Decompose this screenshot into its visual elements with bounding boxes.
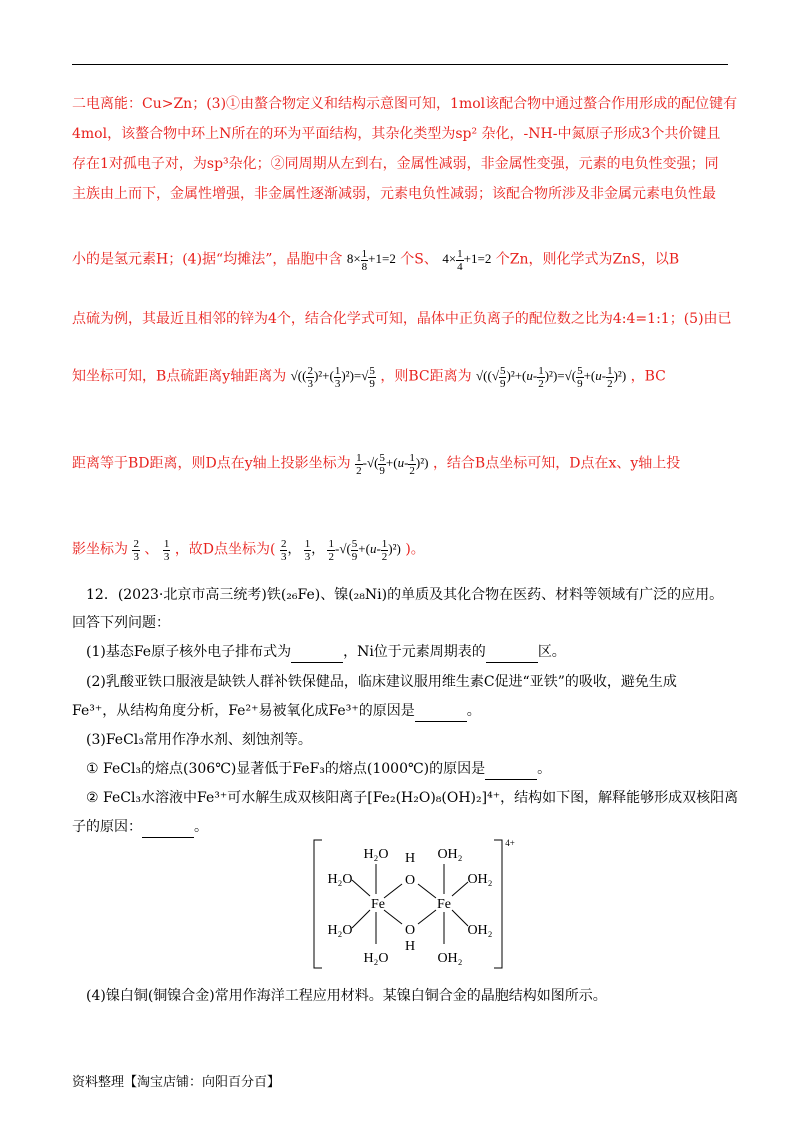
h-bottom: H	[404, 939, 416, 954]
header-rule	[72, 64, 728, 65]
h2o-left-upper: H₂O	[327, 872, 353, 887]
formula-d-coords: $\frac{2}{3}$ ， $\frac{1}{3}$ ， $\frac{1}{2}$ -√( $\frac{5}{9}$ +(u- $\frac{1}{2}$ )²)	[280, 538, 401, 563]
answer-line-5c: 个Zn，则化学式为ZnS，以B	[495, 251, 680, 268]
answer-line-9	[72, 538, 425, 563]
answer-line-6: 点硫为例，其最近且相邻的锌为4个，结合化学式可知，晶体中正负离子的配位数之比为4:4=1:1；(5)由已	[72, 311, 732, 327]
part-1-text-a: (1)基态Fe原子核外电子排布式为	[86, 644, 292, 660]
fe-right: Fe	[437, 897, 451, 912]
answer-blank[interactable]	[485, 765, 537, 780]
page-footer: 资料整理【淘宝店铺：向阳百分百】	[72, 1075, 281, 1090]
answer-line-5b: 个S、	[400, 251, 438, 268]
answer-line-7a: 知坐标可知，B点硫距离y轴距离为	[72, 368, 287, 385]
question-part-3-1	[86, 758, 551, 780]
h2o-left-lower: H₂O	[327, 923, 353, 938]
part-3-2-text: 子的原因：	[72, 819, 142, 835]
formula-b-distance: √(( $\frac{2}{3}$ )²+( $\frac{1}{3}$ )²)=√ $\frac{5}{9}$	[290, 365, 375, 390]
answer-blank[interactable]	[486, 648, 538, 663]
o-bottom: O	[404, 923, 416, 938]
answer-line-9b: 、	[144, 541, 159, 558]
h2o-bottom-left: H₂O	[363, 951, 389, 966]
answer-blank[interactable]	[415, 707, 467, 722]
question-part-3-2-line-2	[72, 816, 208, 838]
answer-line-4: 主族由上而下，金属性增强，非金属性逐渐减弱，元素电负性减弱；该配合物所涉及非金属元素电负性最	[72, 186, 716, 202]
formula-bc-distance: √((√ $\frac{5}{9}$ )²+(u- $\frac{1}{2}$ )²)=√( $\frac{5}{9}$ +(u- $\frac{1}{2}$ )²)	[476, 365, 627, 390]
h-top: H	[404, 851, 416, 866]
oh2-top-right: OH₂	[437, 847, 463, 862]
left-bracket	[314, 840, 322, 968]
oh2-right-lower: OH₂	[467, 923, 493, 938]
question-part-4: (4)镍白铜(铜镍合金)常用作海洋工程应用材料。某镍白铜合金的晶胞结构如图所示。	[86, 988, 607, 1004]
formula-zn-count: 4× $\frac{1}{4}$ +1=2	[442, 248, 492, 273]
h2o-top-left: H₂O	[363, 847, 389, 862]
charge-label: 4+	[505, 838, 515, 848]
part-3-1-text: ① FeCl₃的熔点(306℃)显著低于FeF₃的熔点(1000℃)的原因是	[86, 761, 486, 777]
part-1-text-b: ，Ni位于元素周期表的	[343, 644, 486, 660]
question-12-title: 12．(2023·北京市高三统考)铁(₂₆Fe)、镍(₂₈Ni)的单质及其化合物在医药、材料等领域有广泛的应用。	[86, 587, 724, 603]
oh2-bottom-right: OH₂	[437, 951, 463, 966]
fe-left: Fe	[371, 897, 385, 912]
answer-line-8b: ，结合B点坐标可知，D点在x、y轴上投	[432, 455, 681, 472]
o-top: O	[404, 873, 416, 888]
question-part-2-line-1: (2)乳酸亚铁口服液是缺铁人群补铁保健品，临床建议服用维生素C促进“亚铁”的吸收，避免生成	[86, 674, 677, 690]
part-2-text-c: 。	[466, 703, 481, 719]
part-3-2-end: 。	[194, 819, 208, 835]
answer-line-9d: )。	[405, 541, 425, 558]
answer-line-7	[72, 365, 666, 390]
answer-line-8	[72, 452, 680, 477]
answer-line-5	[72, 248, 679, 273]
part-1-text-c: 区。	[537, 644, 566, 660]
frac-two-thirds: $\frac{2}{3}$	[133, 538, 139, 563]
part-3-1-end: 。	[537, 761, 552, 777]
answer-line-1: 二电离能：Cu>Zn；(3)①由螯合物定义和结构示意图可知，1mol该配合物中通过螯合作用形成的配位键有	[72, 96, 738, 112]
oh2-right-upper: OH₂	[467, 872, 493, 887]
answer-line-7c: ，BC	[630, 368, 666, 385]
question-part-1	[86, 641, 566, 663]
answer-line-3: 存在1对孤电子对，为sp³杂化；②同周期从左到右，金属性减弱，非金属性变强，元素的电负性变强；同	[72, 156, 719, 172]
answer-blank[interactable]	[291, 648, 343, 663]
formula-d-y: $\frac{1}{2}$ -√( $\frac{5}{9}$ +(u- $\frac{1}{2}$ )²)	[356, 452, 429, 477]
answer-line-2: 4mol，该螯合物中环上N所在的环为平面结构，其杂化类型为sp² 杂化，-NH-中氮原子形成3个共价键且	[72, 126, 721, 142]
question-part-3: (3)FeCl₃常用作净水剂、刻蚀剂等。	[86, 732, 312, 748]
answer-line-9c: ，故D点坐标为(	[174, 541, 276, 558]
answer-line-9a: 影坐标为	[72, 541, 128, 558]
part-2-text-b: Fe³⁺，从结构角度分析，Fe²⁺易被氧化成Fe³⁺的原因是	[72, 703, 415, 719]
question-part-2-line-2	[72, 700, 481, 722]
dinuclear-cation-diagram	[300, 838, 530, 973]
formula-s-count: 8× $\frac{1}{8}$ +1=2	[346, 248, 396, 273]
question-part-3-2-line-1: ② FeCl₃水溶液中Fe³⁺可水解生成双核阳离子[Fe₂(H₂O)₈(OH)₂]⁴⁺，结构如下图，解释能够形成双核阳离	[86, 790, 739, 806]
answer-blank[interactable]	[142, 823, 194, 838]
answer-line-8a: 距离等于BD距离，则D点在y轴上投影坐标为	[72, 455, 351, 472]
right-bracket	[494, 840, 502, 968]
frac-one-third: $\frac{1}{3}$	[163, 538, 170, 563]
question-intro: 回答下列问题：	[72, 615, 170, 631]
answer-line-5a: 小的是氢元素H；(4)据“均摊法”，晶胞中含	[72, 251, 343, 268]
answer-line-7b: ，则BC距离为	[380, 368, 472, 385]
